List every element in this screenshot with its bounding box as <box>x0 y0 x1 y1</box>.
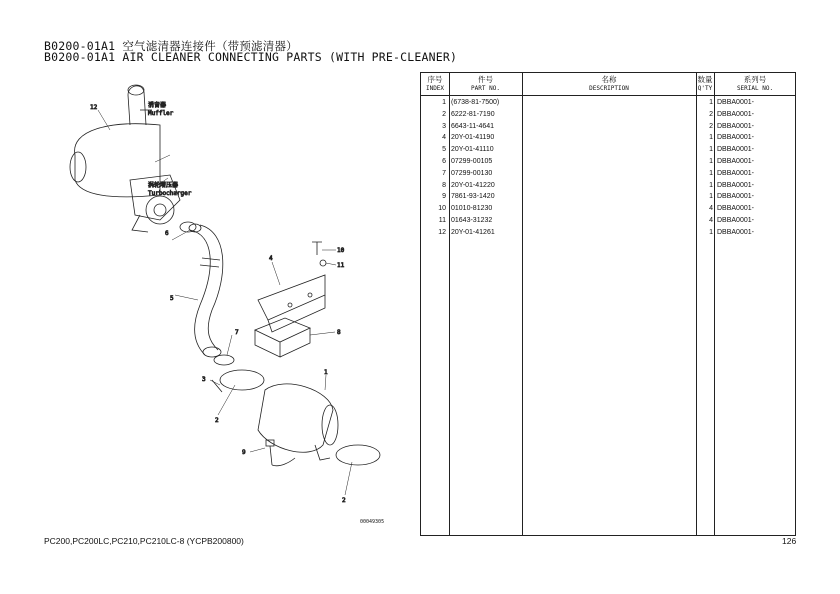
row-serial: DBBA0001- <box>717 122 754 130</box>
row-part-no: 20Y-01-41220 <box>451 181 495 189</box>
row-index: 6 <box>442 158 446 165</box>
callout-9: 9 <box>242 449 246 456</box>
band-upper <box>220 370 264 390</box>
callout-11: 11 <box>337 262 345 269</box>
table-header <box>421 73 795 96</box>
row-index: 5 <box>442 146 446 154</box>
row-serial: DBBA0001- <box>717 193 754 201</box>
row-serial: DBBA0001- <box>717 217 754 224</box>
header-qty: 数量 Q'TY <box>697 75 713 92</box>
row-part-no: 07299-00105 <box>451 158 493 165</box>
row-qty: 2 <box>709 110 713 118</box>
row-part-no: (6738-81-7500) <box>451 99 500 106</box>
row-index: 3 <box>442 122 446 130</box>
table-row <box>421 144 795 156</box>
label-turbo-en: Turbocharger <box>148 190 192 197</box>
row-index: 10 <box>438 205 446 213</box>
frame-part <box>258 275 325 332</box>
footer-models: PC200,PC200LC,PC210,PC210LC-8 (YCPB200800) <box>44 536 244 546</box>
figure-code: 00049305 <box>360 519 385 525</box>
row-serial: DBBA0001- <box>717 181 754 189</box>
row-qty: 1 <box>709 169 713 177</box>
page-title-en: B0200-01A1 AIR CLEANER CONNECTING PARTS (WITH PRE-CLEANER) <box>44 50 458 64</box>
table-row <box>421 156 795 168</box>
page-number: 126 <box>782 536 797 546</box>
row-serial: DBBA0001- <box>717 169 754 177</box>
table-row <box>421 109 795 121</box>
row-qty: 1 <box>709 228 713 236</box>
row-serial: DBBA0001- <box>717 134 754 142</box>
row-qty: 1 <box>709 99 713 106</box>
clamp-6 <box>180 222 196 232</box>
row-index: 7 <box>442 169 446 177</box>
parts-table <box>420 72 796 536</box>
header-part-no: 件号 PART NO. <box>471 75 500 92</box>
header-serial: 系列号 SERIAL NO. <box>736 75 774 92</box>
table-row <box>421 215 795 227</box>
callout-8: 8 <box>337 329 341 336</box>
bolt-10 <box>312 242 322 255</box>
row-qty: 4 <box>709 217 713 224</box>
callout-10: 10 <box>337 247 345 254</box>
row-part-no: 07299-00130 <box>451 169 493 177</box>
callout-2-lower: 2 <box>342 497 346 504</box>
label-turbo-cn: 涡轮增压器 <box>148 182 179 189</box>
seal-part <box>255 318 310 357</box>
table-row <box>421 203 795 215</box>
table-row <box>421 227 795 239</box>
row-index: 1 <box>442 99 446 106</box>
row-serial: DBBA0001- <box>717 110 754 118</box>
row-part-no: 01643-31232 <box>451 217 493 224</box>
row-part-no: 20Y-01-41110 <box>451 146 494 154</box>
row-qty: 1 <box>709 193 713 201</box>
callout-4: 4 <box>269 255 273 262</box>
hose-part <box>189 224 223 357</box>
clamp-7 <box>214 355 234 365</box>
page-title-cn: B0200-01A1 空气滤清器连接件（带预滤清器） <box>44 39 298 53</box>
row-qty: 2 <box>709 122 713 130</box>
row-index: 9 <box>442 193 446 201</box>
label-muffler-cn: 消音器 <box>148 102 167 109</box>
table-row <box>421 97 795 109</box>
row-qty: 1 <box>709 181 713 189</box>
header-description: 名称 DESCRIPTION <box>589 75 629 92</box>
row-serial: DBBA0001- <box>717 146 754 154</box>
row-part-no: 7861-93-1420 <box>451 193 495 201</box>
sensor-part <box>266 440 295 466</box>
row-serial: DBBA0001- <box>717 158 754 165</box>
row-qty: 4 <box>709 205 713 213</box>
row-part-no: 6222-81-7190 <box>451 110 495 118</box>
band-lower <box>336 445 380 465</box>
row-qty: 1 <box>709 134 713 142</box>
row-index: 11 <box>438 217 446 224</box>
row-part-no: 6643-11-4641 <box>451 122 495 130</box>
callout-7: 7 <box>235 329 239 336</box>
row-index: 12 <box>438 228 446 236</box>
row-part-no: 01010-81230 <box>451 205 493 213</box>
muffler-part <box>70 85 160 197</box>
row-serial: DBBA0001- <box>717 205 754 213</box>
row-qty: 1 <box>709 158 713 165</box>
callout-5: 5 <box>170 295 174 302</box>
table-row <box>421 191 795 203</box>
callout-2-upper: 2 <box>215 417 219 424</box>
row-index: 8 <box>442 181 446 189</box>
row-serial: DBBA0001- <box>717 99 754 106</box>
parts-diagram <box>40 70 420 540</box>
row-part-no: 20Y-01-41190 <box>451 134 495 142</box>
washer-11 <box>320 260 326 266</box>
table-row <box>421 132 795 144</box>
row-index: 4 <box>442 134 446 142</box>
callout-12: 12 <box>90 104 98 111</box>
label-muffler-en: Muffler <box>148 110 174 117</box>
row-qty: 1 <box>709 146 713 154</box>
header-index: 序号 INDEX <box>425 75 445 92</box>
row-serial: DBBA0001- <box>717 228 754 236</box>
table-row <box>421 168 795 180</box>
row-part-no: 20Y-01-41261 <box>451 228 495 236</box>
table-row <box>421 121 795 133</box>
row-index: 2 <box>442 110 446 118</box>
table-row <box>421 180 795 192</box>
callout-6: 6 <box>165 230 169 237</box>
callout-1: 1 <box>324 369 328 376</box>
callout-3: 3 <box>202 376 206 383</box>
